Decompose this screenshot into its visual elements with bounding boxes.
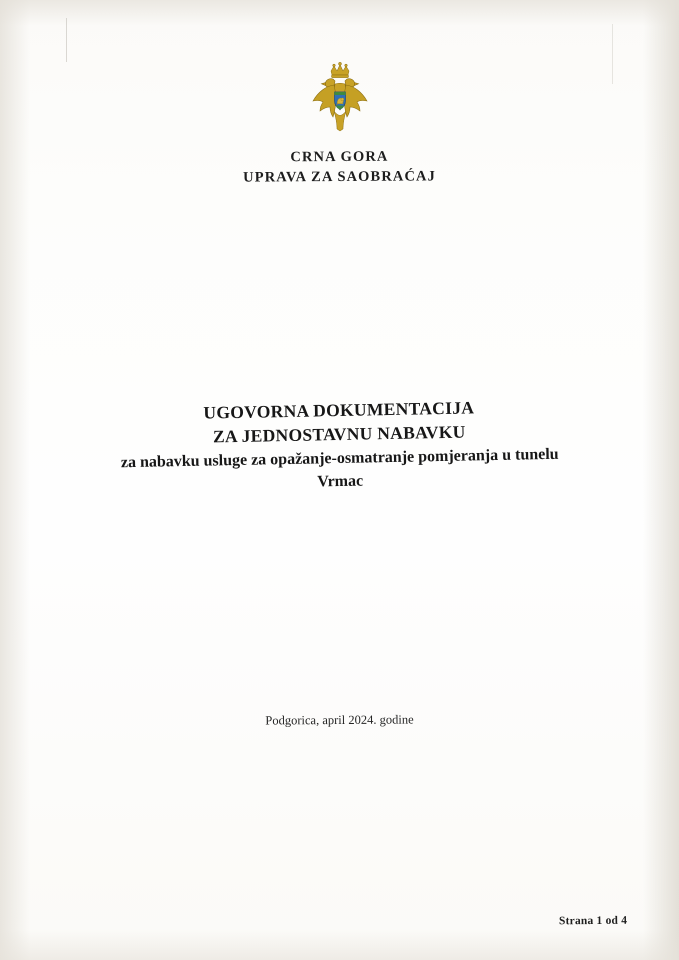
country-name: CRNA GORA [290,148,389,166]
paper-fold-mark [66,18,67,62]
footer-label-strana: Strana [558,914,594,928]
footer-page-total: 4 [620,914,628,927]
place-and-date: Podgorica, april 2024. godine [265,712,414,728]
scan-shadow-bottom [0,930,679,960]
footer-label-od: od [605,914,619,927]
page-subtitle-line-2: Vrmac [317,472,364,491]
document-title-block [0,391,679,499]
document-header [0,146,679,189]
page-title-line-1: UGOVORNA DOKUMENTACIJA [203,397,475,423]
footer-page-number: 1 [596,914,603,927]
emblem-container [0,62,679,139]
page-footer [559,915,627,928]
scan-shadow-top [0,0,679,26]
page-title-line-2: ZA JEDNOSTAVNU NABAVKU [212,421,466,447]
page-subtitle-line-1: za nabavku usluge za opažanje-osmatranje pomjeranja u tunelu [120,446,559,472]
authority-name: UPRAVA ZA SAOBRAĆAJ [243,167,436,186]
montenegro-coat-of-arms-icon [301,62,379,134]
